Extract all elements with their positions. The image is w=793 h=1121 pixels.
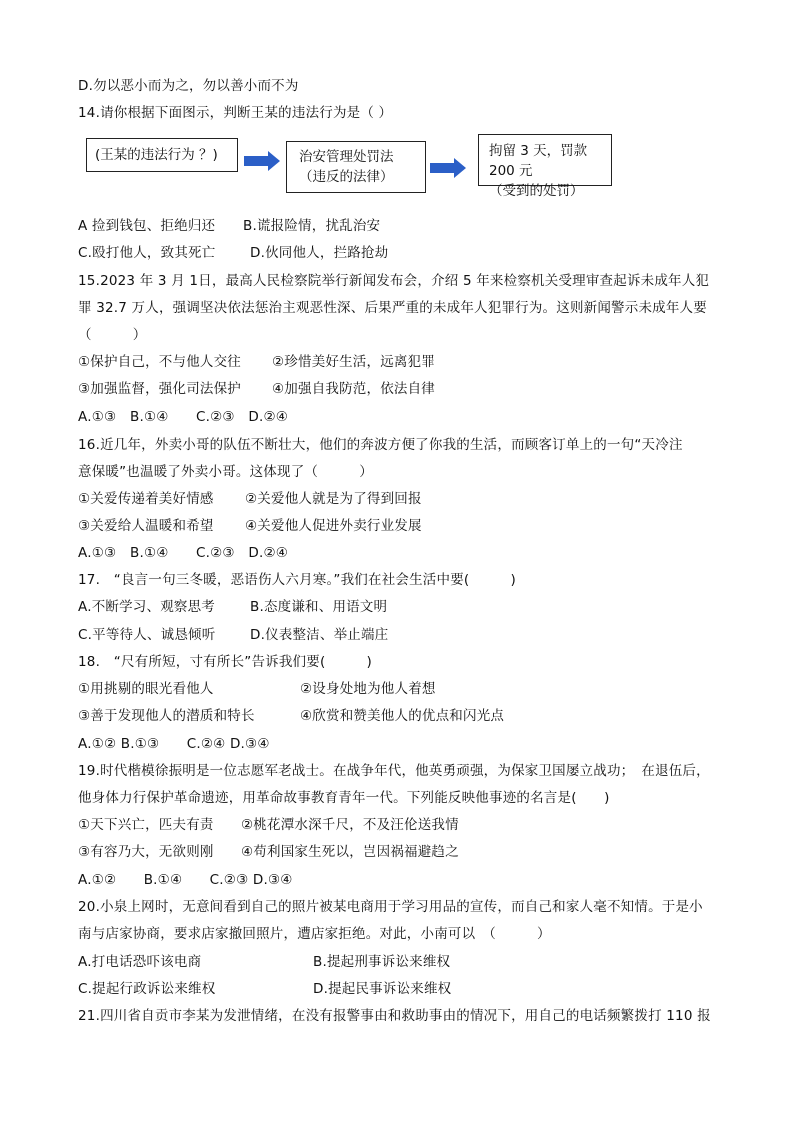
diagram-box-penalty	[478, 134, 612, 199]
diagram-law-name: 治安管理处罚法	[299, 149, 394, 165]
q18-statement-2: ②设身处地为他人着想	[300, 681, 436, 697]
q17-option-a: A.不断学习、观察思考	[78, 599, 215, 615]
q15-statement-1: ①保护自己，不与他人交往	[78, 354, 242, 370]
q16-statement-1: ①关爱传递着美好情感	[78, 491, 214, 507]
question-16-stem-2: 意保暖”也温暖了外卖小哥。这体现了（ ）	[78, 464, 373, 480]
q18-options: A.①② B.①③ C.②④ D.③④	[78, 736, 270, 752]
question-17-stem: 17. “良言一句三冬暖，恶语伤人六月寒。”我们在社会生活中要( )	[78, 572, 516, 588]
q17-option-c: C.平等待人、诚恳倾听	[78, 627, 216, 643]
q19-statements-row-2: ③有容乃大，无欲则刚 ④苟利国家生死以，岂因祸福避趋之	[78, 844, 459, 860]
q16-statement-3: ③关爱给人温暖和希望	[78, 518, 214, 534]
diagram-law-caption: （违反的法律）	[299, 169, 394, 185]
q16-options: A.①③ B.①④ C.②③ D.②④	[78, 545, 289, 561]
question-15-blank: （ ）	[78, 327, 147, 343]
q17-option-d: D.仪表整洁、举止端庄	[250, 627, 389, 643]
diagram-box-law	[286, 141, 426, 193]
question-15-stem-2: 罪 32.7 万人，强调坚决依法惩治主观恶性深、后果严重的未成年人犯罪行为。这则新闻警示未成年人要	[78, 300, 707, 316]
q14-option-a: A 捡到钱包、拒绝归还	[78, 218, 216, 234]
q18-statement-1: ①用挑剔的眼光看他人	[78, 681, 214, 697]
q15-statement-4: ④加强自我防范，依法自律	[272, 381, 436, 397]
q16-statement-4: ④关爱他人促进外卖行业发展	[245, 518, 422, 534]
diagram-penalty-caption: （受到的处罚）	[489, 183, 584, 199]
q20-option-c: C.提起行政诉讼来维权	[78, 981, 216, 997]
question-20-stem-1: 20.小泉上网时，无意间看到自己的照片被某电商用于学习用品的宣传，而自己和家人毫不知情。于是小	[78, 899, 703, 915]
q20-option-d: D.提起民事诉讼来维权	[313, 981, 452, 997]
q14-option-c: C.殴打他人，致其死亡	[78, 245, 216, 261]
q15-options: A.①③ B.①④ C.②③ D.②④	[78, 409, 289, 425]
diagram-penalty-text: 拘留 3 天，罚款 200 元	[489, 143, 588, 179]
diagram-box-violation: (王某的违法行为 ？)	[86, 138, 238, 172]
q14-option-d: D.伙同他人，拦路抢劫	[250, 245, 389, 261]
q15-statement-2: ②珍惜美好生活，远离犯罪	[272, 354, 436, 370]
question-16-stem-1: 16.近几年，外卖小哥的队伍不断壮大，他们的奔波方便了你我的生活，而顾客订单上的一句“天冷注	[78, 437, 683, 453]
question-14-stem: 14.请你根据下面图示，判断王某的违法行为是（ ）	[78, 105, 393, 121]
q18-statement-3: ③善于发现他人的潜质和特长	[78, 708, 255, 724]
q15-statement-3: ③加强监督，强化司法保护	[78, 381, 242, 397]
q19-options: A.①② B.①④ C.②③ D.③④	[78, 872, 293, 888]
diagram-arrow-2	[430, 158, 470, 178]
q20-option-b: B.提起刑事诉讼来维权	[313, 954, 451, 970]
question-15-stem-1: 15.2023 年 3 月 1日，最高人民检察院举行新闻发布会，介绍 5 年来检察机关受理审查起诉未成年人犯	[78, 273, 710, 289]
q20-option-a: A.打电话恐吓该电商	[78, 954, 202, 970]
question-19-stem-2: 他身体力行保护革命遗迹，用革命故事教育青年一代。下列能反映他事迹的名言是( )	[78, 790, 610, 806]
diagram-arrow-1	[244, 151, 284, 171]
option-d-previous: D.勿以恶小而为之，勿以善小而不为	[78, 78, 299, 94]
q16-statement-2: ②关爱他人就是为了得到回报	[245, 491, 422, 507]
q19-statements-row-1: ①天下兴亡，匹夫有责 ②桃花潭水深千尺，不及汪伦送我情	[78, 817, 459, 833]
question-19-stem-1: 19.时代楷模徐振明是一位志愿军老战士。在战争年代，他英勇顽强，为保家卫国屡立战功； 在退伍后，	[78, 763, 710, 779]
question-20-stem-2: 南与店家协商，要求店家撤回照片，遭店家拒绝。对此，小南可以 （ ）	[78, 926, 551, 942]
q18-statement-4: ④欣赏和赞美他人的优点和闪光点	[300, 708, 505, 724]
q14-option-b: B.谎报险情，扰乱治安	[243, 218, 381, 234]
q17-option-b: B.态度谦和、用语文明	[250, 599, 388, 615]
question-21-stem-1: 21.四川省自贡市李某为发泄情绪，在没有报警事由和救助事由的情况下，用自己的电话频繁拨打 110 报	[78, 1008, 711, 1024]
question-18-stem: 18. “尺有所短，寸有所长”告诉我们要( )	[78, 654, 372, 670]
